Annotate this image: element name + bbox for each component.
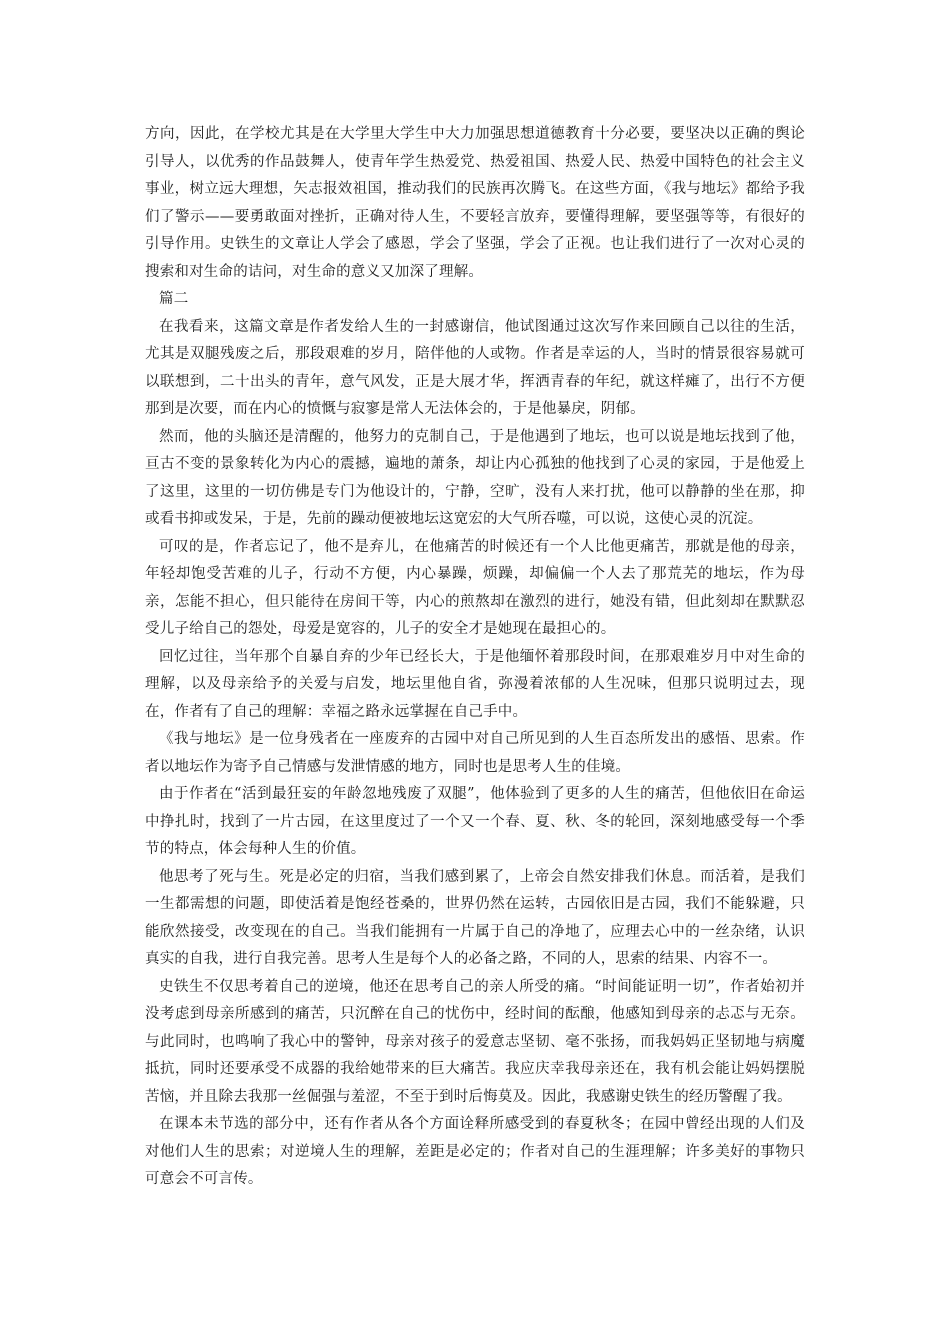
body-paragraph-3: 可叹的是，作者忘记了，他不是弃儿，在他痛苦的时候还有一个人比他更痛苦，那就是他的母亲，年轻却饱受苦难的儿子，行动不方便，内心暴躁，烦躁，却偏偏一个人去了那荒芜的地坛，作为母亲，怎能不担心，但只能待在房间干等，内心的煎熬却在激烈的进行，她没有错，但此刻却在默默忍受儿子给自己的怨处，母爱是宽容的，儿子的安全才是她现在最担心的。 [145,538,805,637]
body-paragraph-8: 史铁生不仅思考着自己的逆境，他还在思考自己的亲人所受的痛。“时间能证明一切”，作者始初并没考虑到母亲所感到的痛苦，只沉醉在自己的忧伤中，经时间的酝酿，他感知到母亲的忐忑与无奈。与此同时，也鸣响了我心中的警钟，母亲对孩子的爱意志坚韧、毫不张扬，而我妈妈正坚韧地与病魔抵抗，同时还要承受不成器的我给她带来的巨大痛苦。我应庆幸我母亲还在，我有机会能让妈妈摆脱苦恼，并且除去我那一丝倔强与羞涩，不至于到时后悔莫及。因此，我感谢史铁生的经历警醒了我。 [145,978,805,1105]
body-paragraph-5: 《我与地坛》是一位身残者在一座废弃的古园中对自己所见到的人生百态所发出的感悟、思索。作者以地坛作为寄予自己情感与发泄情感的地方，同时也是思考人生的佳境。 [145,731,805,775]
body-paragraph-7: 他思考了死与生。死是必定的归宿，当我们感到累了，上帝会自然安排我们休息。而活着，是我们一生都需想的问题，即使活着是饱经苍桑的，世界仍然在运转，古园依旧是古园，我们不能躲避，只能欣然接受，改变现在的自己。当我们能拥有一片属于自己的净地了，应理去心中的一丝杂绪，认识真实的自我，进行自我完善。思考人生是每个人的必备之路，不同的人，思索的结果、内容不一。 [145,868,805,967]
intro-paragraph: 方向，因此，在学校尤其是在大学里大学生中大力加强思想道德教育十分必要，要坚决以正确的舆论引导人，以优秀的作品鼓舞人，使青年学生热爱党、热爱祖国、热爱人民、热爱中国特色的社会主义事业，树立远大理想，矢志报效祖国，推动我们的民族再次腾飞。在这些方面，《我与地坛》都给予我们了警示——要勇敢面对挫折，正确对待人生，不要轻言放弃，要懂得理解，要坚强等等，有很好的引导作用。史铁生的文章让人学会了感恩，学会了坚强，学会了正视。也让我们进行了一次对心灵的搜索和对生命的诘问，对生命的意义又加深了理解。 [145,126,805,280]
body-paragraph-1: 在我看来，这篇文章是作者发给人生的一封感谢信，他试图通过这次写作来回顾自己以往的生活，尤其是双腿残废之后，那段艰难的岁月，陪伴他的人或物。作者是幸运的人，当时的情景很容易就可以联想到，二十出头的青年，意气风发，正是大展才华，挥洒青春的年纪，就这样瘫了，出行不方便那到是次要，而在内心的愤慨与寂寥是常人无法体会的，于是他暴戾，阴郁。 [145,318,805,417]
body-paragraph-2: 然而，他的头脑还是清醒的，他努力的克制自己，于是他遇到了地坛，也可以说是地坛找到了他，亘古不变的景象转化为内心的震撼，遍地的萧条，却让内心孤独的他找到了心灵的家园，于是他爱上了这里，这里的一切仿佛是专门为他设计的，宁静，空旷，没有人来打扰，他可以静静的坐在那，抑或看书抑或发呆，于是，先前的躁动便被地坛这宽宏的大气所吞噬，可以说，这使心灵的沉淀。 [145,428,805,527]
body-paragraph-6: 由于作者在“活到最狂妄的年龄忽地残废了双腿”，他体验到了更多的人生的痛苦，但他依旧在命运中挣扎时，找到了一片古园，在这里度过了一个又一个春、夏、秋、冬的轮回，深刻地感受每一个季节的特点，体会每种人生的价值。 [145,786,805,857]
body-paragraph-9: 在课本未节选的部分中，还有作者从各个方面诠释所感受到的春夏秋冬；在园中曾经出现的人们及对他们人生的思索；对逆境人生的理解，差距是必定的；作者对自己的生涯理解；许多美好的事物只可意会不可言传。 [145,1116,805,1187]
document-page [145,121,805,1194]
body-paragraph-4: 回忆过往，当年那个自暴自弃的少年已经长大，于是他缅怀着那段时间，在那艰难岁月中对生命的理解，以及母亲给予的关爱与启发，地坛里他自省，弥漫着浓郁的人生况味，但那只说明过去，现在，作者有了自己的理解：幸福之路永远掌握在自己手中。 [145,648,805,720]
section-heading: 篇二 [159,291,189,307]
